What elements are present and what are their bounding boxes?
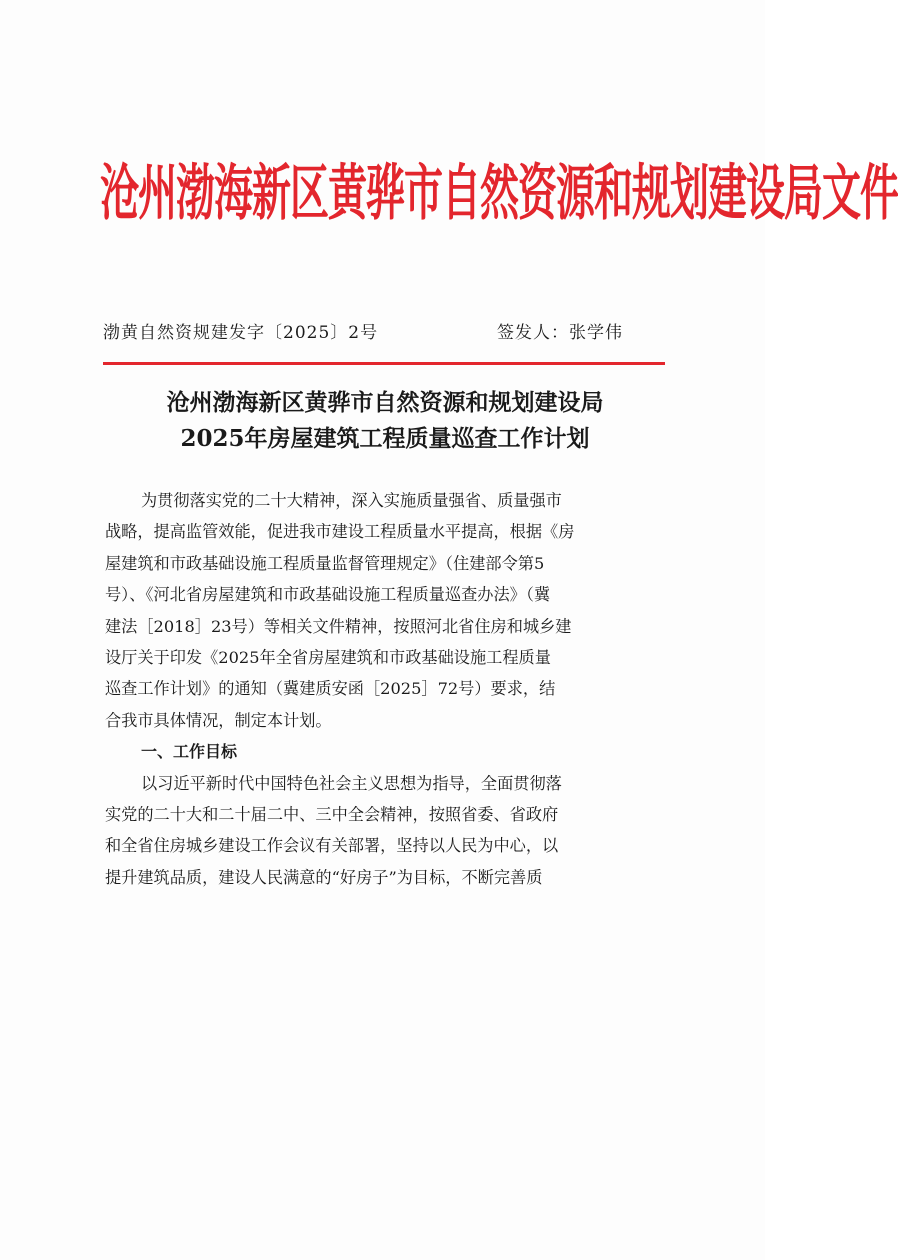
issuer-signatory: 签发人：张学伟 [497,323,623,343]
paragraph-2-line: 和全省住房城乡建设工作会议有关部署，坚持以人民为中心，以 [105,836,559,856]
document-title-line-1: 沧州渤海新区黄骅市自然资源和规划建设局 [166,389,604,416]
document-body [105,485,665,893]
document-header-title: 沧州渤海新区黄骅市自然资源和规划建设局文件 [100,159,898,230]
paragraph-2-line: 以习近平新时代中国特色社会主义思想为指导，全面贯彻落 [141,773,562,793]
paragraph-1-line: 建法［2018］23号）等相关文件精神，按照河北省住房和城乡建 [105,616,572,636]
document-title-line-2: 2025年房屋建筑工程质量巡查工作计划 [180,425,590,452]
document-number: 渤黄自然资规建发字〔2025〕2号 [103,323,379,343]
section-1-heading: 一、工作目标 [141,742,238,762]
paragraph-1-line: 巡查工作计划》的通知（冀建质安函［2025］72号）要求，结 [105,679,556,699]
paragraph-1-line: 屋建筑和市政基础设施工程质量监督管理规定》（住建部令第5 [105,553,545,573]
paragraph-1-line: 号）、《河北省房屋建筑和市政基础设施工程质量巡查办法》（冀 [105,585,551,605]
paragraph-1-line: 为贯彻落实党的二十大精神，深入实施质量强省、质量强市 [141,491,562,510]
header-divider-line [103,362,665,365]
paragraph-2-line: 提升建筑品质，建设人民满意的“好房子”为目标，不断完善质 [105,867,543,887]
paragraph-1-line: 设厅关于印发《2025年全省房屋建筑和市政基础设施工程质量 [105,647,551,667]
paragraph-1-line: 战略，提高监管效能，促进我市建设工程质量水平提高，根据《房 [105,522,575,542]
paragraph-2-line: 实党的二十大和二十届二中、三中全会精神，按照省委、省政府 [105,804,559,824]
document-title [95,385,675,457]
paragraph-1-line: 合我市具体情况，制定本计划。 [105,710,332,730]
